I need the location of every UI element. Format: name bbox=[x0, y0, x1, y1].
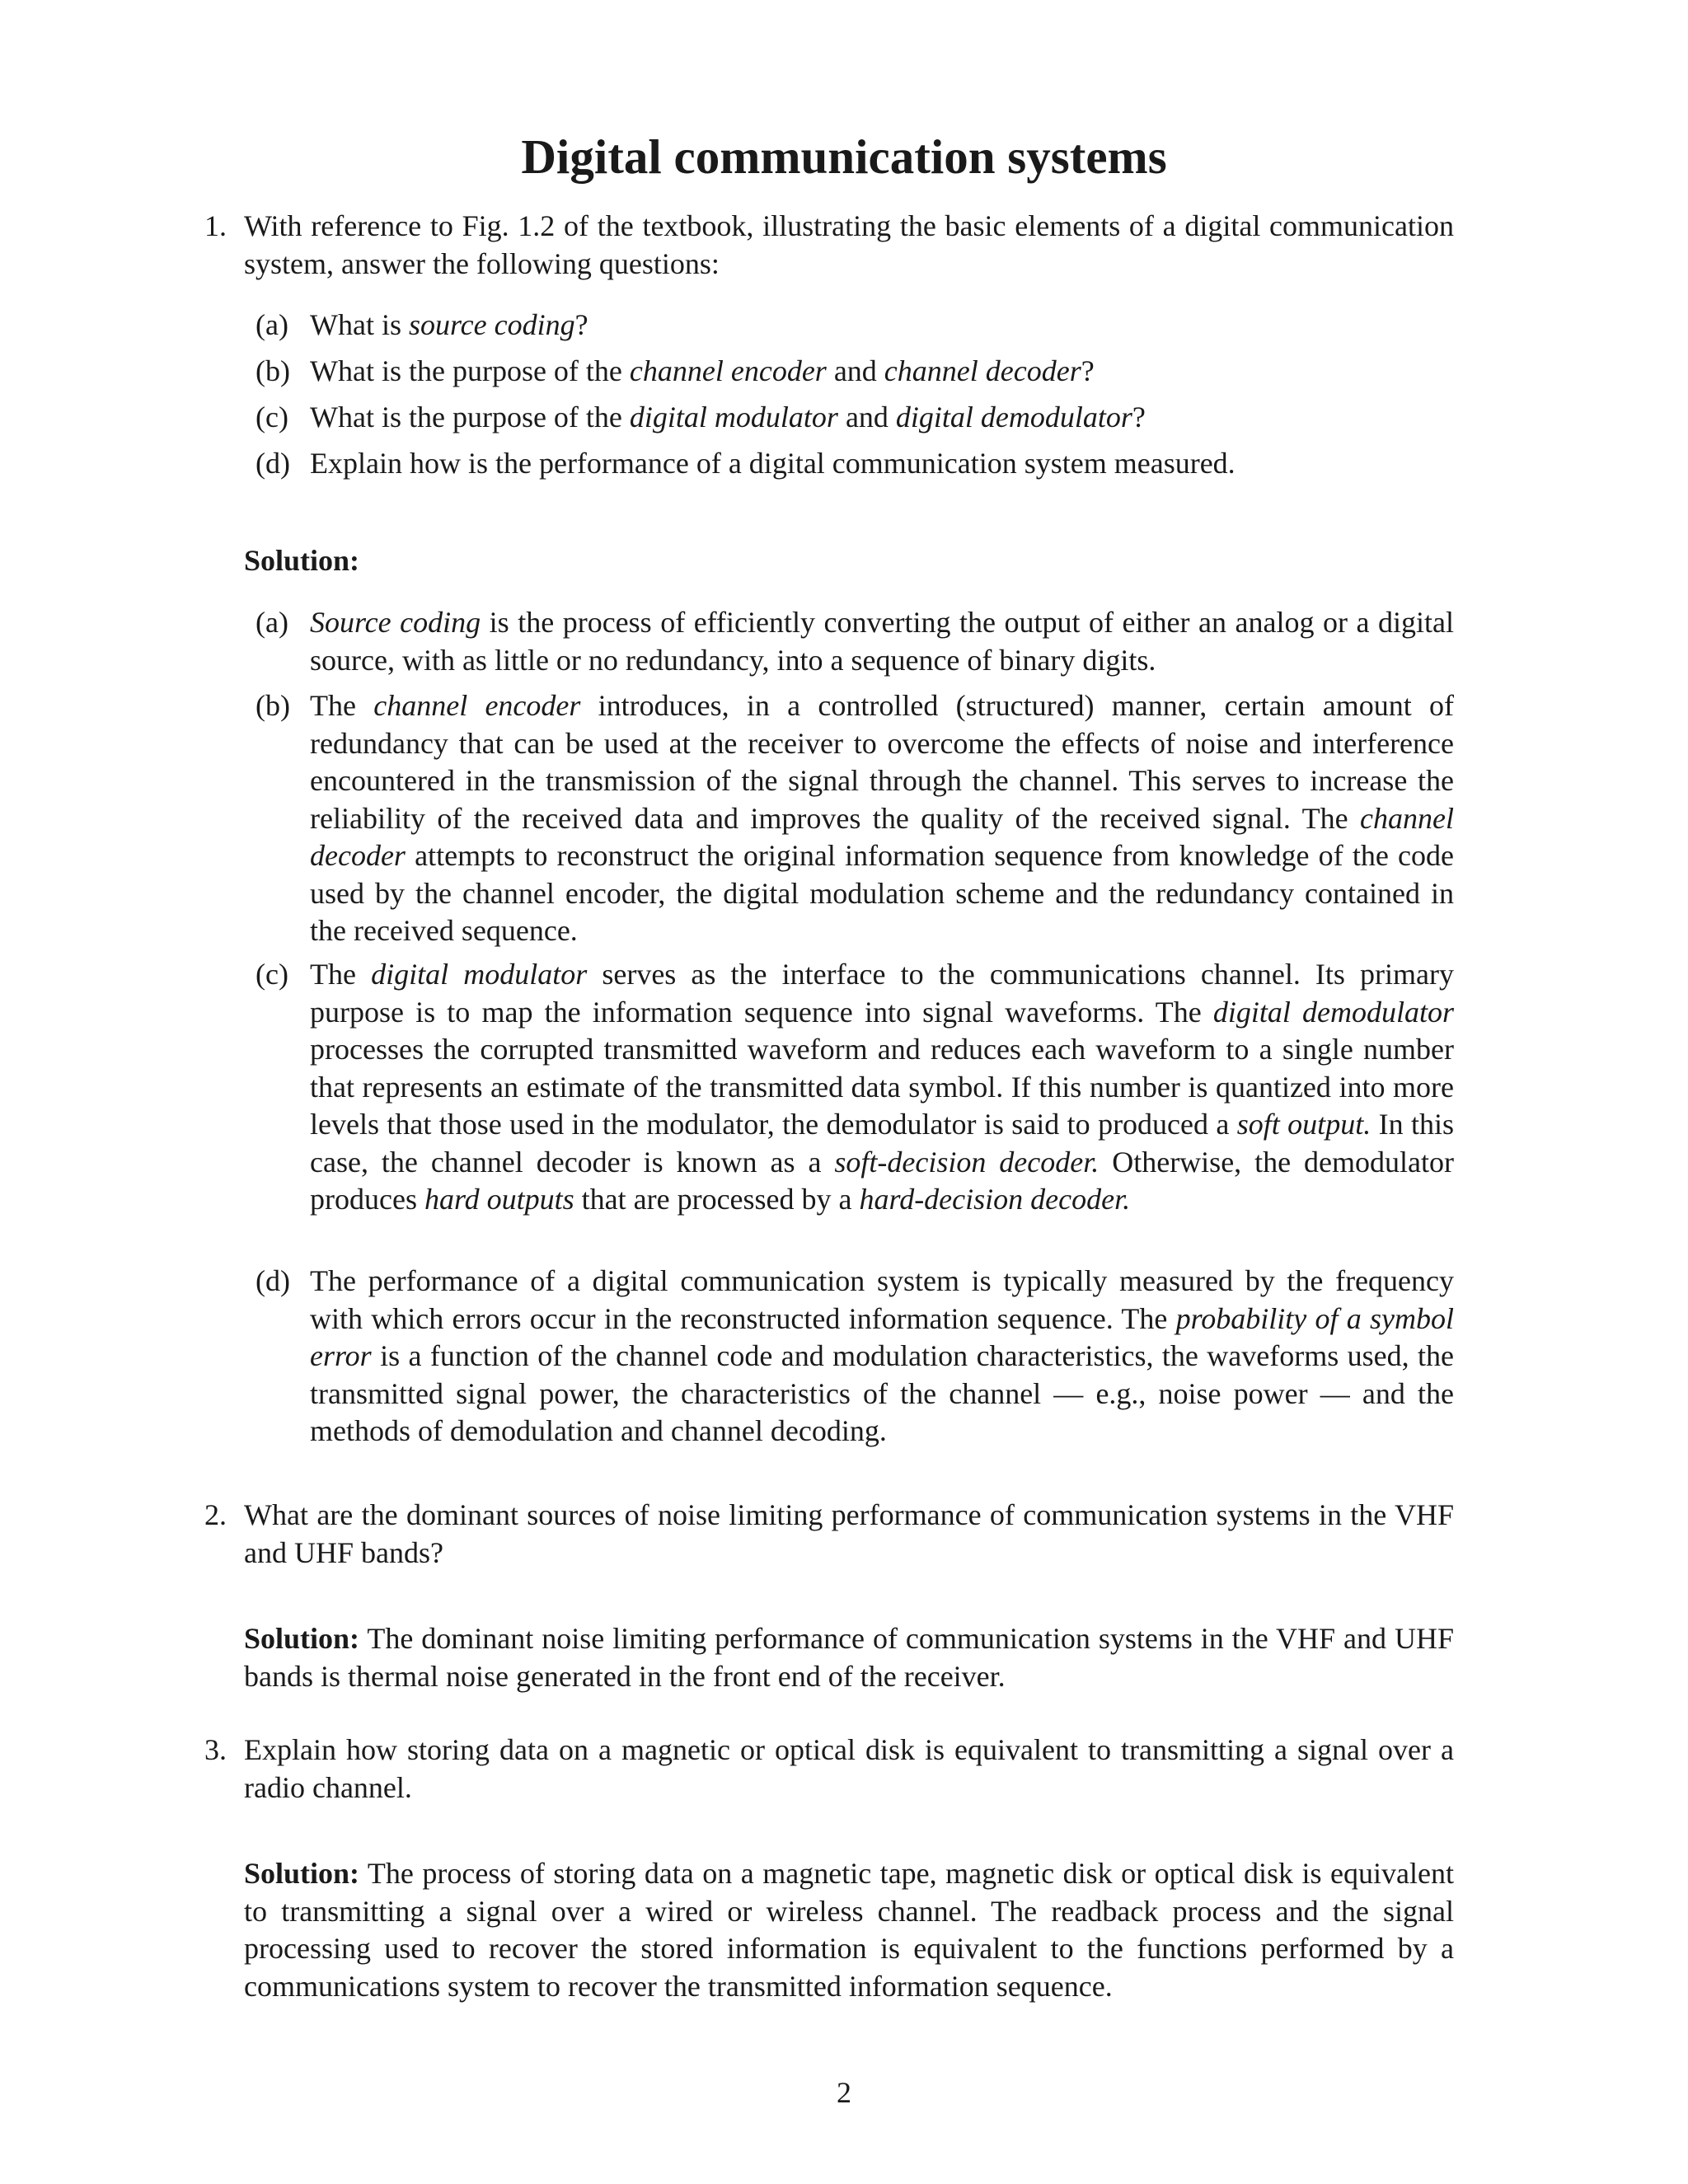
q1-d-text: Explain how is the performance of a digital communication system measured. bbox=[310, 447, 1236, 480]
q2-solution: Solution: The dominant noise limiting performance of communication systems in the VHF and UHF bands is thermal noise generated in the front end of the receiver. bbox=[244, 1622, 1454, 1693]
question-1-number: 1. bbox=[204, 209, 227, 242]
q1-d-label: (d) bbox=[256, 447, 290, 480]
question-2-number: 2. bbox=[204, 1498, 227, 1531]
question-3-number: 3. bbox=[204, 1733, 227, 1766]
q1-sol-a-text: Source coding is the process of efficiently converting the output of either an analog or a digital source, with as little or no redundancy, into a sequence of binary digits. bbox=[310, 606, 1454, 677]
q1-sol-a-label: (a) bbox=[256, 606, 288, 639]
q1-sol-b-label: (b) bbox=[256, 689, 290, 722]
q1-sol-c-text: The digital modulator serves as the interface to the communications channel. Its primary purpose is to map the information sequence into signal waveforms. The digital demodulator processes the corrupted transmitted waveform and reduces each waveform to a single number that represents an estimate of the transmitted data symbol. If this number is quantized into more levels that those used in the modulator, the demodulator is said to produced a soft output. In this case, the channel decoder is known as a soft-decision decoder. Otherwise, the demodulator produces hard outputs that are processed by a hard-decision decoder. bbox=[310, 958, 1455, 1216]
page-number: 2 bbox=[837, 2076, 851, 2109]
q1-c-label: (c) bbox=[256, 401, 288, 434]
q1-sol-d-label: (d) bbox=[256, 1264, 290, 1297]
q1-c-text: What is the purpose of the digital modulator and digital demodulator? bbox=[310, 401, 1146, 434]
q3-solution: Solution: The process of storing data on a magnetic tape, magnetic disk or optical disk is equivalent to transmitting a signal over a wired or wireless channel. The readback process and the signal processing used to recover the stored information is equivalent to the functions performed by a communications system to recover the transmitted information sequence. bbox=[244, 1857, 1454, 2003]
q1-b-text: What is the purpose of the channel encoder and channel decoder? bbox=[310, 354, 1095, 387]
q1-sol-c-label: (c) bbox=[256, 958, 288, 991]
q1-sol-b-text: The channel encoder introduces, in a controlled (structured) manner, certain amount of redundancy that can be used at the receiver to overcome the effects of noise and interference encountered in the transmission of the signal through the channel. This serves to increase the reliability of the received data and improves the quality of the received signal. The channel decoder attempts to reconstruct the original information sequence from knowledge of the code used by the channel encoder, the digital modulation scheme and the redundancy contained in the received sequence. bbox=[310, 689, 1455, 947]
page-title: Digital communication systems bbox=[521, 129, 1167, 184]
question-2-text: What are the dominant sources of noise limiting performance of communication systems in the VHF and UHF bands? bbox=[244, 1498, 1454, 1569]
q1-solution-heading: Solution: bbox=[244, 544, 360, 577]
q1-b-label: (b) bbox=[256, 354, 290, 387]
q1-a-label: (a) bbox=[256, 308, 288, 341]
question-3-text: Explain how storing data on a magnetic or optical disk is equivalent to transmitting a signal over a radio channel. bbox=[244, 1733, 1454, 1804]
q1-sol-d-text: The performance of a digital communication system is typically measured by the frequency with which errors occur in the reconstructed information sequence. The probability of a symbol error is a function of the channel code and modulation characteristics, the waveforms used, the transmitted signal power, the characteristics of the channel — e.g., noise power — and the methods of demodulation and channel decoding. bbox=[310, 1264, 1454, 1447]
q1-a-text: What is source coding? bbox=[310, 308, 588, 341]
question-1-text: With reference to Fig. 1.2 of the textbook, illustrating the basic elements of a digital communication system, answer the following questions: bbox=[244, 209, 1454, 280]
